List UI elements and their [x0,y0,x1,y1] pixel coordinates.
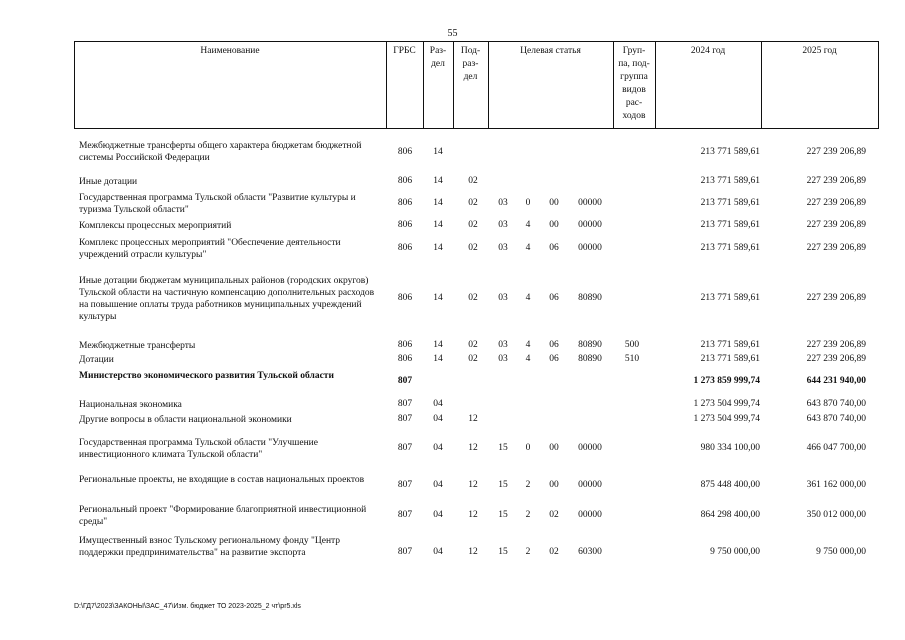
row-year-2025: 643 870 740,00 [806,414,866,424]
row-rz: 04 [433,399,443,409]
row-grbs: 807 [397,414,413,424]
row-year-2025: 644 231 940,00 [806,376,866,386]
table-row [0,504,905,528]
row-rz: 04 [433,414,443,424]
header-bottom-border [74,128,879,129]
header-year-2025: 2025 год [802,46,837,56]
row-c3: 06 [549,243,559,253]
row-year-2024: 213 771 589,61 [700,340,760,350]
row-pr: 12 [468,443,478,453]
row-name: Государственная программа Тульской области "Развитие культуры и туризма Тульской области" [79,193,356,215]
header-target-article: Целевая статья [520,46,581,56]
row-name: Другие вопросы в области национальной экономики [79,415,292,425]
row-name: Дотации [79,355,114,365]
row-pr: 02 [468,198,478,208]
row-c4: 60300 [578,547,602,557]
header-grbs: ГРБС [393,46,416,56]
row-year-2024: 1 273 504 999,74 [693,414,760,424]
row-year-2024: 875 448 400,00 [700,480,760,490]
row-year-2024: 1 273 859 999,74 [693,376,760,386]
row-name: Иные дотации [79,177,138,187]
row-year-r: 500 [624,340,640,350]
row-year-2025: 227 239 206,89 [806,243,866,253]
row-grbs: 807 [397,480,413,490]
row-year-2025: 643 870 740,00 [806,399,866,409]
row-pr: 02 [468,340,478,350]
row-c1: 15 [498,443,508,453]
table-row [0,437,905,461]
row-c1: 03 [498,293,508,303]
row-c2: 4 [525,340,531,350]
row-c2: 4 [525,354,531,364]
row-pr: 12 [468,510,478,520]
row-year-r: 510 [624,354,640,364]
row-rz: 04 [433,443,443,453]
row-c4: 80890 [578,354,602,364]
row-rz: 14 [433,147,443,157]
row-rz: 14 [433,354,443,364]
row-c1: 03 [498,354,508,364]
row-rz: 14 [433,243,443,253]
row-grbs: 806 [397,293,413,303]
row-name: Межбюджетные трансферты [79,341,196,351]
row-c3: 00 [549,480,559,490]
row-year-2024: 1 273 504 999,74 [693,399,760,409]
header-name: Наименование [200,46,260,56]
row-year-2024: 980 334 100,00 [700,443,760,453]
row-year-2024: 213 771 589,61 [700,198,760,208]
row-grbs: 807 [397,547,413,557]
row-c4: 00000 [578,510,602,520]
row-c4: 00000 [578,443,602,453]
header-year-2024: 2024 год [690,46,726,56]
row-c3: 00 [549,443,559,453]
column-divider [878,41,879,129]
row-year-2024: 9 750 000,00 [710,547,760,557]
row-c3: 06 [549,340,559,350]
row-c1: 03 [498,243,508,253]
row-pr: 12 [468,480,478,490]
table-header [74,41,879,129]
row-year-2024: 213 771 589,61 [700,147,760,157]
table-row [0,220,905,232]
table-row [0,176,905,188]
row-grbs: 806 [397,243,413,253]
row-grbs: 807 [397,376,413,386]
row-c3: 06 [549,293,559,303]
row-c4: 00000 [578,198,602,208]
row-c2: 2 [525,547,531,557]
row-pr: 12 [468,547,478,557]
row-c3: 06 [549,354,559,364]
row-c3: 00 [549,220,559,230]
row-rz: 04 [433,480,443,490]
row-year-2025: 227 239 206,89 [806,340,866,350]
row-year-2025: 227 239 206,89 [806,293,866,303]
table-row [0,474,905,498]
row-grbs: 806 [397,147,413,157]
row-grbs: 807 [397,510,413,520]
row-grbs: 806 [397,340,413,350]
row-name: Министерство экономического развития Тульской области [79,371,334,381]
row-c3: 00 [549,198,559,208]
page-number: 55 [447,28,458,39]
row-year-2024: 213 771 589,61 [700,220,760,230]
row-year-2025: 227 239 206,89 [806,354,866,364]
row-name: Государственная программа Тульской области "Улучшение инвестиционного климата Тульской области" [79,438,318,460]
row-c4: 00000 [578,480,602,490]
row-c3: 02 [549,510,559,520]
row-grbs: 806 [397,354,413,364]
row-c4: 00000 [578,220,602,230]
row-name: Региональные проекты, не входящие в состав национальных проектов [79,475,365,485]
row-rz: 04 [433,547,443,557]
row-year-2025: 9 750 000,00 [816,547,866,557]
header-razdel: Раз- дел [429,46,447,69]
row-c1: 15 [498,480,508,490]
row-pr: 02 [468,176,478,186]
header-top-border [74,41,879,42]
row-rz: 04 [433,510,443,520]
row-c2: 4 [525,243,531,253]
row-name: Национальная экономика [79,400,182,410]
row-pr: 02 [468,354,478,364]
row-pr: 02 [468,243,478,253]
row-grbs: 806 [397,220,413,230]
table-row [0,354,905,366]
row-c1: 03 [498,340,508,350]
row-c2: 4 [525,220,531,230]
row-name: Региональный проект "Формирование благоприятной инвестиционной среды" [79,505,367,527]
table-row [0,192,905,216]
row-year-2025: 466 047 700,00 [806,443,866,453]
row-name: Комплексы процессных мероприятий [79,221,232,231]
table-row [0,370,905,394]
row-rz: 14 [433,198,443,208]
table-row [0,399,905,411]
row-year-2024: 213 771 589,61 [700,293,760,303]
row-grbs: 806 [397,176,413,186]
row-c1: 15 [498,547,508,557]
row-rz: 14 [433,176,443,186]
row-year-2024: 213 771 589,61 [700,354,760,364]
row-c3: 02 [549,547,559,557]
row-pr: 12 [468,414,478,424]
row-grbs: 807 [397,399,413,409]
table-row [0,340,905,352]
row-grbs: 806 [397,198,413,208]
row-year-2025: 227 239 206,89 [806,147,866,157]
row-c2: 2 [525,480,531,490]
row-rz: 14 [433,293,443,303]
row-year-2025: 227 239 206,89 [806,220,866,230]
header-expense-group: Груп- па, под- группа видов рас- ходов [618,46,650,121]
row-c2: 0 [525,198,531,208]
row-c4: 00000 [578,243,602,253]
row-c4: 80890 [578,293,602,303]
row-c2: 4 [525,293,531,303]
row-c1: 03 [498,198,508,208]
row-rz: 14 [433,340,443,350]
row-pr: 02 [468,220,478,230]
row-name: Межбюджетные трансферты общего характера бюджетам бюджетной системы Российской Федерации [79,141,362,163]
row-name: Комплекс процессных мероприятий "Обеспечение деятельности учреждений отрасли культуры" [79,238,341,260]
row-pr: 02 [468,293,478,303]
row-c2: 2 [525,510,531,520]
table-row [0,414,905,426]
table-row [0,275,905,323]
row-c1: 03 [498,220,508,230]
row-year-2025: 361 162 000,00 [806,480,866,490]
row-c1: 15 [498,510,508,520]
row-year-2024: 864 298 400,00 [700,510,760,520]
row-c2: 0 [525,443,531,453]
header-podrazdel: Под- раз- дел [460,46,481,82]
row-year-2024: 213 771 589,61 [700,243,760,253]
file-path-footer: D:\ГД7\2023\ЗАКОНЫ\ЗАС_47\Изм. бюджет ТО 2023-2025_2 чт\pr5.xls [74,603,301,610]
table-row [0,535,905,571]
row-grbs: 807 [397,443,413,453]
row-name: Иные дотации бюджетам муниципальных районов (городских округов) Тульской области на частичную компенсацию дополнительных расходов на повышение оплаты труда работников муниципальных учреждений культуры [79,276,375,322]
row-year-2024: 213 771 589,61 [700,176,760,186]
row-name: Имущественный взнос Тульскому региональному фонду "Центр поддержки предпринимательства" на развитие экспорта [79,536,341,558]
row-rz: 14 [433,220,443,230]
table-row [0,140,905,166]
row-c4: 80890 [578,340,602,350]
row-year-2025: 227 239 206,89 [806,176,866,186]
table-row [0,237,905,261]
row-year-2025: 227 239 206,89 [806,198,866,208]
row-year-2025: 350 012 000,00 [806,510,866,520]
